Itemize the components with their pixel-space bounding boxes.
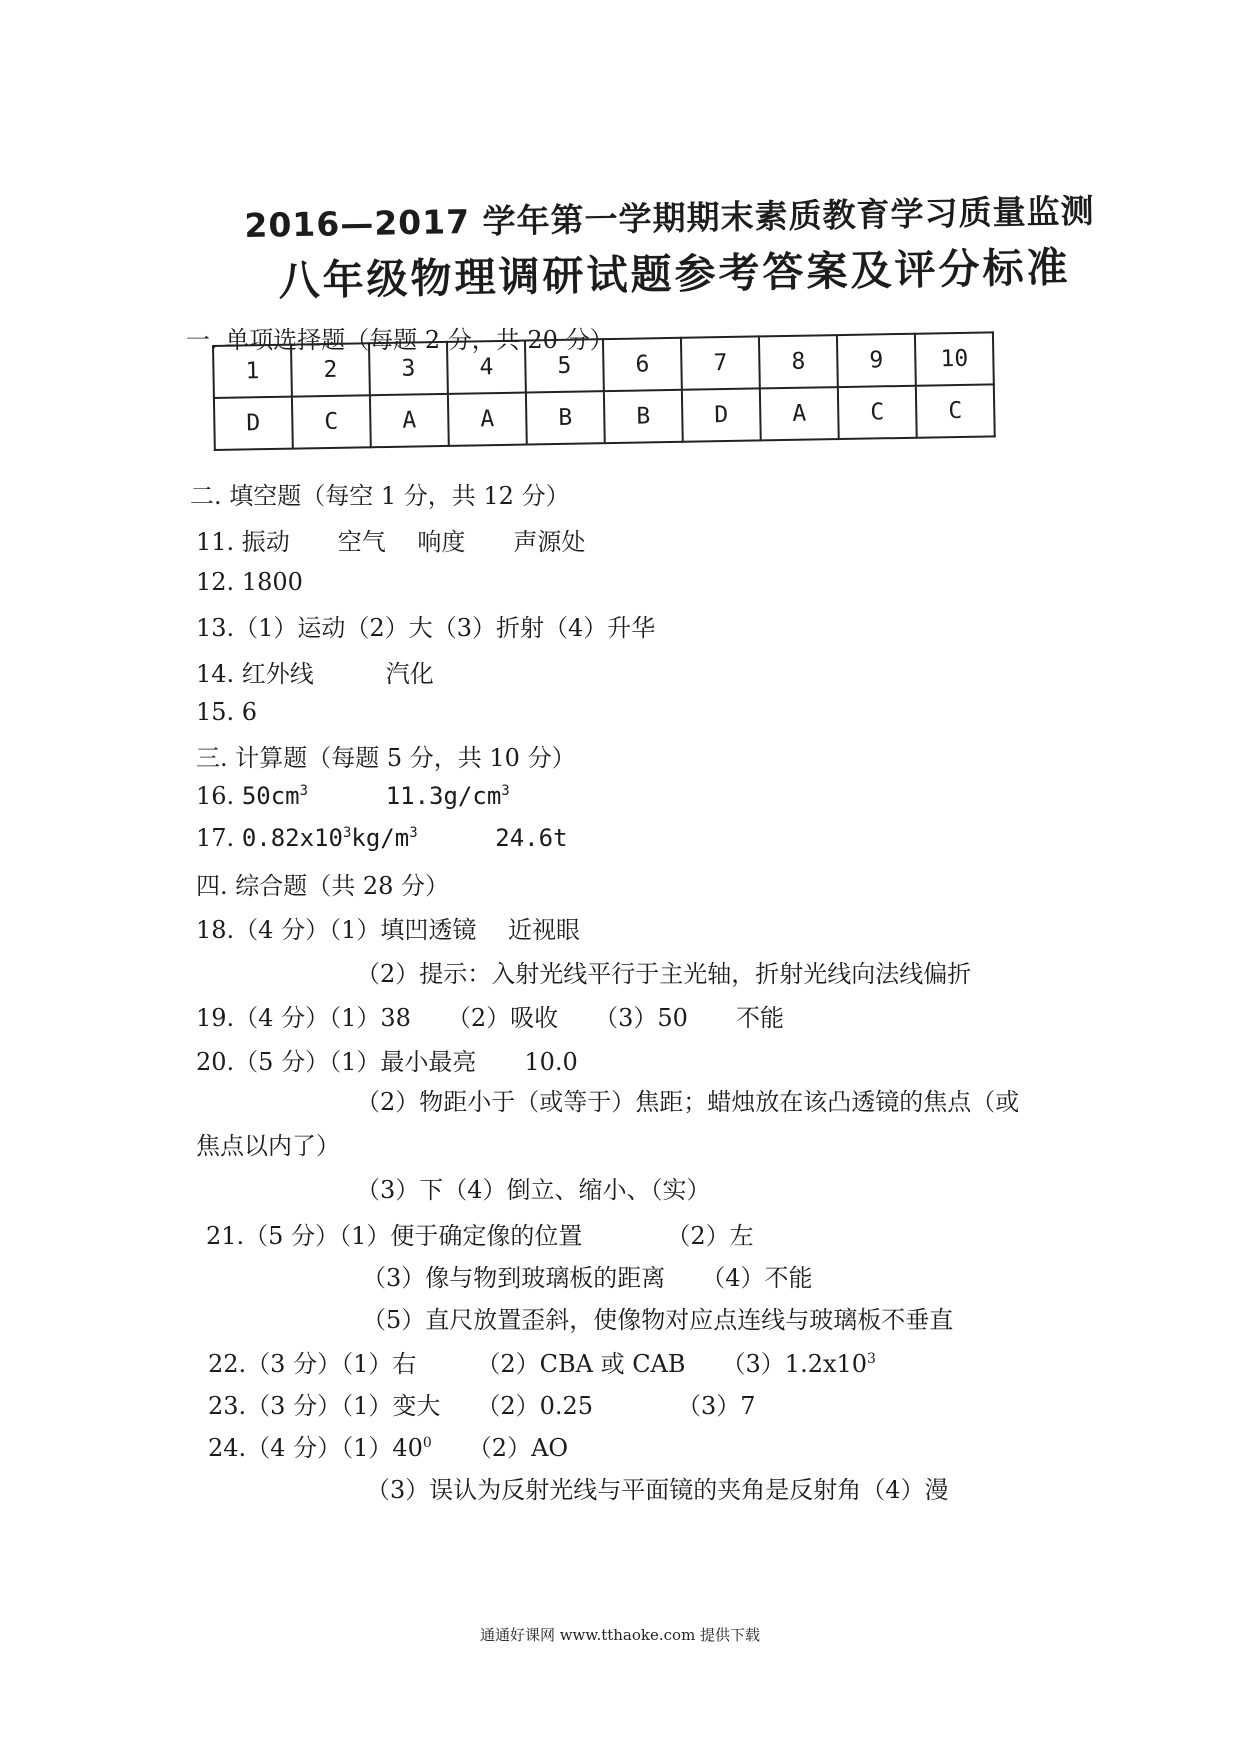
answer-q16: [196, 782, 510, 810]
document-subtitle: 八年级物理调研试题参考答案及评分标准: [278, 243, 1071, 305]
table-cell: 5: [525, 339, 604, 392]
answer-q24-part1: 24.（4 分）$(1)40^0$ （2）AO: [208, 1434, 569, 1462]
table-cell: A: [760, 387, 839, 440]
table-cell: 4: [447, 341, 526, 394]
answer-q21-part3: （5）直尺放置歪斜，使像物对应点连线与玻璃板不垂直: [362, 1306, 954, 1334]
table-cell: D: [214, 397, 293, 450]
section1-heading: 一. 单项选择题（每题 2 分，共 20 分）: [186, 326, 614, 354]
choice-answer-table: [212, 331, 996, 451]
table-cell: 6: [603, 338, 682, 391]
table-cell: C: [838, 386, 917, 439]
answer-q20-part1: 20.（5 分）（1）最小最亮 10.0: [196, 1048, 578, 1076]
section3-heading: 三. 计算题（每题 5 分，共 10 分）: [196, 744, 576, 772]
answer-q18-part1: 18.（4 分）（1）填凹透镜 近视眼: [196, 916, 580, 944]
table-cell: 1: [213, 345, 292, 398]
answer-density: $11.3g/cm^3$: [385, 782, 510, 810]
answer-q18-part2: （2）提示：入射光线平行于主光轴，折射光线向法线偏折: [356, 960, 972, 988]
answer-q20-part2-cont: 焦点以内了）: [196, 1132, 340, 1160]
table-cell: 8: [759, 335, 838, 388]
answer-q20-part3: （3）下（4）倒立、缩小、（实）: [356, 1176, 711, 1204]
answer-q19: 19.（4 分）（1）38 （2）吸收 （3）50 不能: [196, 1004, 784, 1032]
document-title: 2016—2017 学年第一学期期末素质教育学习质量监测: [244, 191, 1095, 245]
answer-q12: 12. 1800: [196, 568, 303, 596]
answer-density: $0.82x10^3kg/m^3$: [241, 824, 418, 852]
answer-q24-part2: （3）误认为反射光线与平面镜的夹角是反射角（4）漫: [366, 1476, 949, 1504]
table-cell: 2: [291, 343, 370, 396]
table-cell: C: [916, 384, 995, 437]
answer-q13: 13.（1）运动（2）大（3）折射（4）升华: [196, 614, 656, 642]
table-cell: 10: [915, 332, 994, 385]
answer-q14: 14. 红外线 汽化: [196, 660, 434, 688]
table-cell: B: [604, 390, 683, 443]
answer-q23: 23.（3 分）（1）变大 （2）0.25 （3）7: [208, 1392, 756, 1420]
question-number: 17.: [196, 824, 235, 852]
table-cell: A: [448, 393, 527, 446]
answer-q22: 22.（3 分）（1）右 （2）CBA 或 CAB $(3)1.2x10^3$: [208, 1350, 876, 1378]
table-cell: B: [526, 391, 605, 444]
question-number: 16.: [196, 782, 235, 810]
answer-q21-part1: 21.（5 分）（1）便于确定像的位置 （2）左: [206, 1222, 754, 1250]
section4-heading: 四. 综合题（共 28 分）: [196, 872, 450, 900]
table-cell: C: [292, 395, 371, 448]
answer-q21-part2: （3）像与物到玻璃板的距离 （4）不能: [362, 1264, 813, 1292]
answer-q20-part2: （2）物距小于（或等于）焦距；蜡烛放在该凸透镜的焦点（或: [356, 1088, 1020, 1116]
answer-q17: [196, 824, 568, 852]
footer-text: 通通好课网 www.tthaoke.com 提供下载: [479, 1626, 761, 1644]
section2-heading: 二. 填空题（每空 1 分，共 12 分）: [190, 482, 570, 510]
answer-mass: 24.6t: [495, 824, 568, 852]
table-cell: 7: [681, 336, 760, 389]
table-cell: 3: [369, 342, 448, 395]
table-cell: D: [682, 388, 761, 441]
answer-volume: $50cm^3$: [241, 782, 309, 810]
answer-q11: 11. 振动 空气 响度 声源处: [196, 528, 586, 556]
table-cell: 9: [837, 334, 916, 387]
answer-q15: 15. 6: [196, 698, 258, 726]
table-cell: A: [370, 394, 449, 447]
